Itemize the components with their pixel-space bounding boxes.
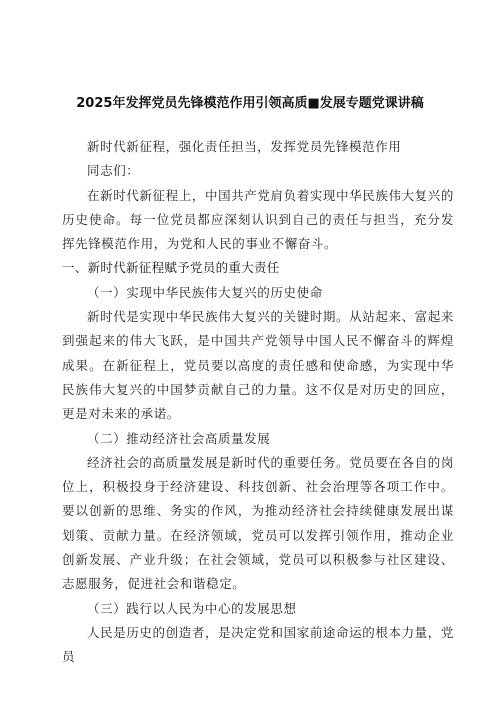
subsection-paragraph-3: 人民是历史的创造者，是决定党和国家前途命运的根本力量，党员 xyxy=(62,624,454,665)
document-body xyxy=(62,135,454,670)
subsection-heading-2: （二）推动经济社会高质量发展 xyxy=(87,430,271,446)
subsection-paragraph-1: 新时代是实现中华民族伟大复兴的关键时期。从站起来、富起来到强起来的伟大飞跃，是中国共产党领导中国人民不懈奋斗的辉煌成果。在新征程上，党员要以高度的责任感和使命感，为实现中华民族伟大复兴的中国梦贡献自己的力量。这不仅是对历史的回应，更是对未来的承诺。 xyxy=(62,309,454,422)
document-title: 2025年发挥党员先锋模范作用引领高质■发展专题党课讲稿 xyxy=(76,96,424,111)
section-heading-1: 一、新时代新征程赋予党员的重大责任 xyxy=(62,260,280,276)
document-subtitle: 新时代新征程，强化责任担当，发挥党员先锋模范作用 xyxy=(87,139,402,154)
subsection-heading-3: （三）践行以人民为中心的发展思想 xyxy=(87,600,297,616)
salutation: 同志们： xyxy=(87,163,140,179)
subsection-paragraph-2: 经济社会的高质量发展是新时代的重要任务。党员要在各自的岗位上，积极投身于经济建设、科技创新、社会治理等各项工作中。要以创新的思维、务实的作风，为推动经济社会持续健康发展出谋划策、贡献力量。在经济领域，党员可以发挥引领作用，推动企业创新发展、产业升级；在社会领域，党员可以积极参与社区建设、志愿服务，促进社会和谐稳定。 xyxy=(62,454,454,592)
intro-paragraph: 在新时代新征程上，中国共产党肩负着实现中华民族伟大复兴的历史使命。每一位党员都应深刻认识到自己的责任与担当，充分发挥先锋模范作用，为党和人民的事业不懈奋斗。 xyxy=(62,187,454,252)
subsection-heading-1: （一）实现中华民族伟大复兴的历史使命 xyxy=(87,284,323,300)
